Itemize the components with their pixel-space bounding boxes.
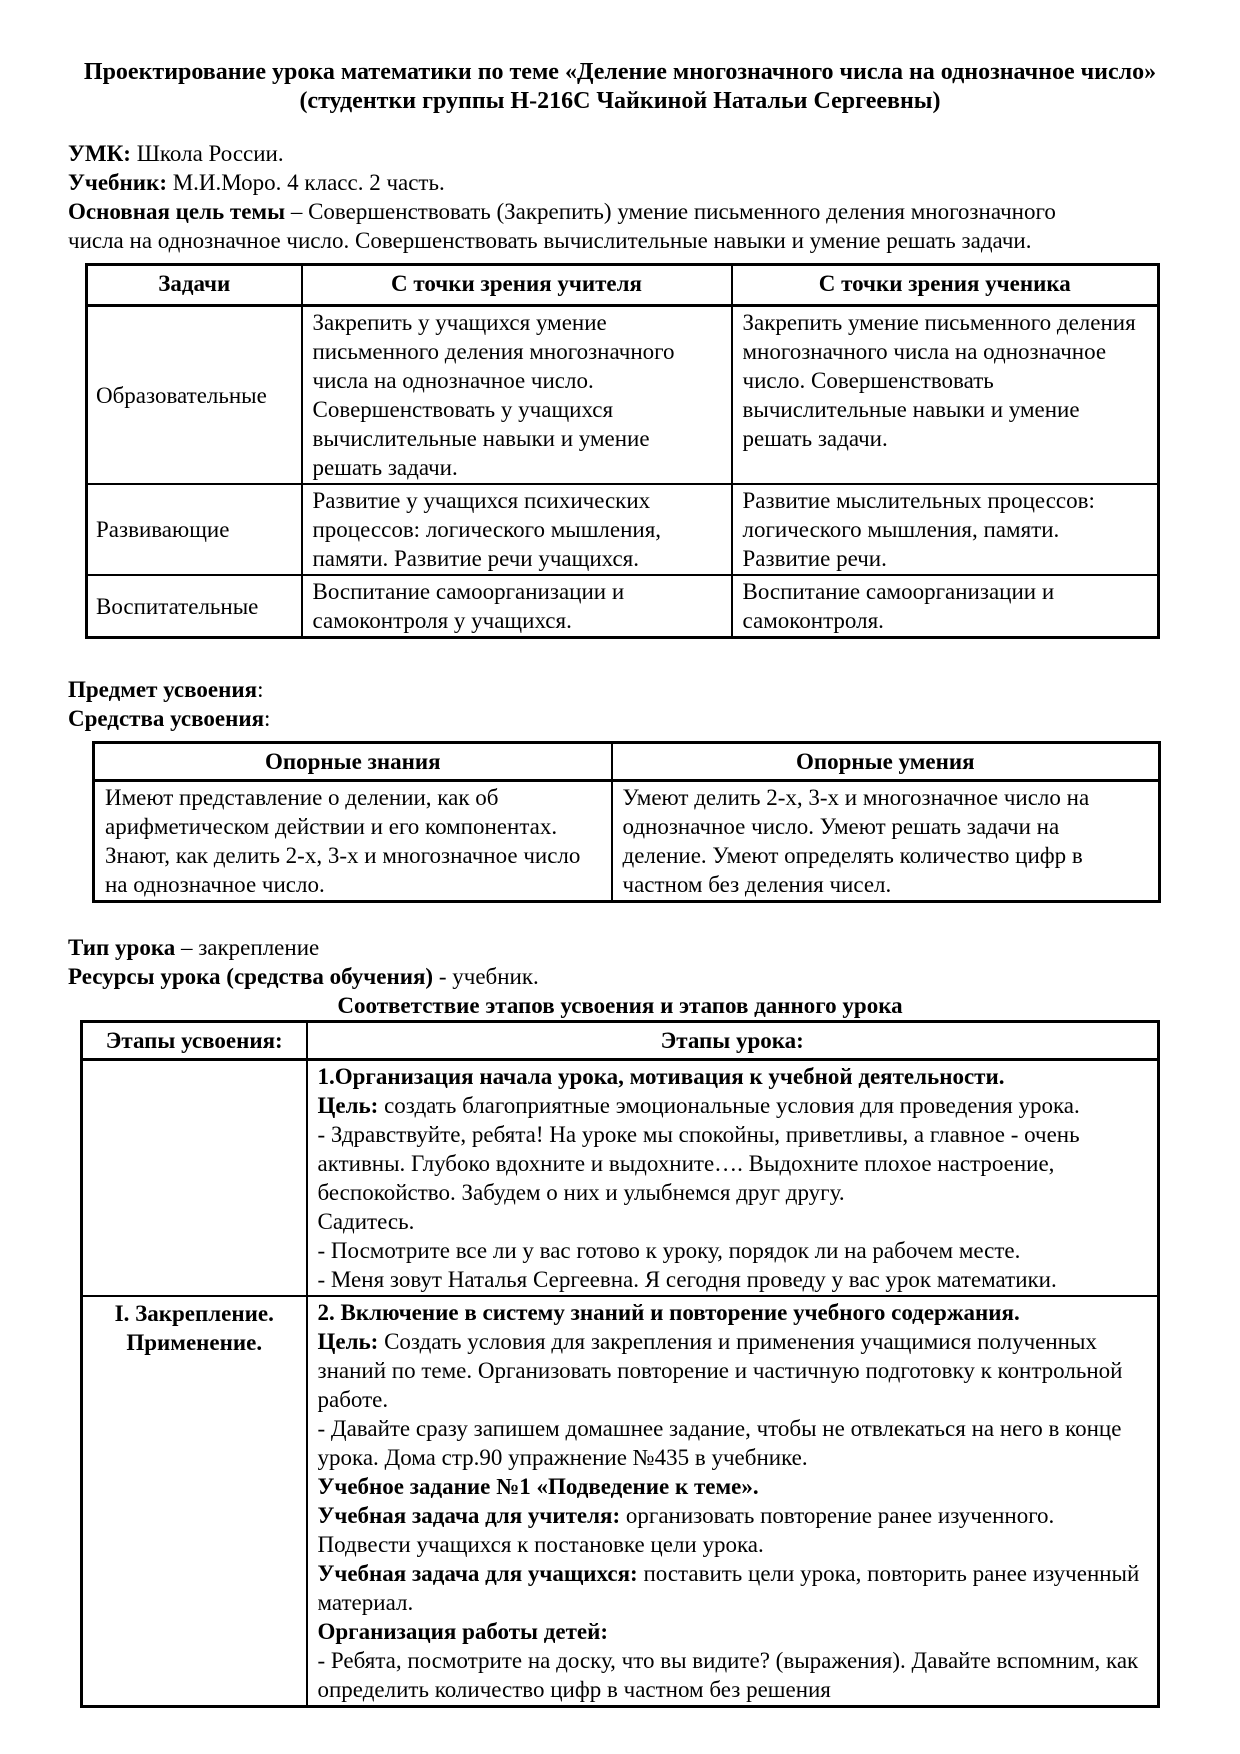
stages-header-lesson: Этапы урока: [307,1022,1159,1060]
table-row [87,575,1159,638]
paragraph: Организация работы детей: [317,1619,609,1644]
tasks-table-header-row [87,265,1159,306]
lesson-stage-1-content [307,1060,1159,1297]
task-student-text: Развитие мыслительных процессов: логического мышления, памяти. Развитие речи. [732,484,1159,575]
paragraph: Учебная задача для учащихся: поставить цели урока, повторить ранее изученный материал. [317,1561,1140,1615]
support-skills-text: Умеют делить 2-х, 3-х и многозначное число на однозначное число. Умеют решать задачи на деление. Умеют определять количество цифр в частном без деления чисел. [612,781,1160,902]
spacer [68,639,1172,675]
paragraph: - Меня зовут Наталья Сергеевна. Я сегодня проведу у вас урок математики. [317,1267,1057,1292]
stages-header-mastery: Этапы усвоения: [82,1022,307,1060]
table-row [82,1296,1159,1707]
tasks-table [85,263,1160,639]
tasks-header-student: С точки зрения ученика [732,265,1159,306]
support-header-skills: Опорные умения [612,743,1160,781]
lesson-stage-2-content [307,1296,1159,1707]
umk-line: УМК: Школа России. [68,141,284,166]
paragraph: Учебная задача для учителя: организовать повторение ранее изученного. Подвести учащихся к постановке цели урока. [317,1503,1055,1557]
task-student-text: Закрепить умение письменного деления многозначного числа на однозначное число. Совершенствовать вычислительные навыки и умение решать задачи. [732,306,1159,485]
paragraph: - Ребята, посмотрите на доску, что вы видите? (выражения). Давайте вспомним, как определить количество цифр в частном без решения [317,1648,1139,1702]
paragraph: - Посмотрите все ли у вас готово к уроку, порядок ли на рабочем месте. [317,1238,1021,1263]
lesson-resources-line: Ресурсы урока (средства обучения) - учебник. [68,964,539,989]
support-knowledge-text: Имеют представление о делении, как об арифметическом действии и его компонентах. Знают, как делить 2-х, 3-х и многозначное число на однозначное число. [94,781,612,902]
stages-table-header-row [82,1022,1159,1060]
paragraph: I. Закрепление. [114,1301,274,1326]
table-row [82,1060,1159,1297]
paragraph: 1.Организация начала урока, мотивация к учебной деятельности. [317,1064,1005,1089]
task-teacher-text: Развитие у учащихся психических процессов: логического мышления, памяти. Развитие речи учащихся. [302,484,732,575]
support-knowledge-table [92,741,1161,903]
support-table-header-row [94,743,1160,781]
support-header-knowledge: Опорные знания [94,743,612,781]
main-goal-line: Основная цель темы – Совершенствовать (Закрепить) умение письменного деления многозначного числа на однозначное число. Совершенствовать вычислительные навыки и умение решать задачи. [68,199,1056,253]
task-category: Образовательные [87,306,302,485]
paragraph: Применение. [126,1330,263,1355]
table-row [94,781,1160,902]
paragraph: 2. Включение в систему знаний и повторение учебного содержания. [317,1300,1020,1325]
subject-mastery-label: Предмет усвоения: [68,677,264,702]
means-mastery-label: Средства усвоения: [68,706,271,731]
paragraph: - Здравствуйте, ребята! На уроке мы спокойны, приветливы, а главное - очень активны. Глубоко вдохните и выдохните…. Выдохните плохое настроение, беспокойство. Забудем о них и улыбнемся друг другу. [317,1122,1080,1205]
paragraph: Учебное задание №1 «Подведение к теме». [317,1474,759,1499]
paragraph: Цель: создать благоприятные эмоциональные условия для проведения урока. [317,1093,1080,1118]
correspondence-heading: Соответствие этапов усвоения и этапов данного урока [337,993,903,1018]
title-subtitle: (студентки группы Н-216С Чайкиной Натальи Сергеевны) [299,88,941,114]
lesson-meta [68,139,1060,255]
title-main: Проектирование урока математики по теме «Деление многозначного числа на однозначное число» [83,59,1157,85]
stage-cell-empty [82,1060,307,1297]
stage-cell-consolidation [82,1296,307,1707]
task-category: Развивающие [87,484,302,575]
spacer [68,903,1172,933]
task-student-text: Воспитание самоорганизации и самоконтроля. [732,575,1159,638]
paragraph: Цель: Создать условия для закрепления и применения учащимися полученных знаний по теме. Организовать повторение и частичную подготовку к контрольной работе. [317,1329,1123,1412]
tasks-header-category: Задачи [87,265,302,306]
task-teacher-text: Закрепить у учащихся умение письменного деления многозначного числа на однозначное число. Совершенствовать у учащихся вычислительные навыки и умение решать задачи. [302,306,732,485]
table-row [87,484,1159,575]
task-category: Воспитательные [87,575,302,638]
lesson-type-line: Тип урока – закрепление [68,935,320,960]
spacer [68,733,1172,741]
paragraph: - Давайте сразу запишем домашнее задание, чтобы не отвлекаться на него в конце урока. Дома стр.90 упражнение №435 в учебнике. [317,1416,1122,1470]
tasks-header-teacher: С точки зрения учителя [302,265,732,306]
textbook-line: Учебник: М.И.Моро. 4 класс. 2 часть. [68,170,445,195]
paragraph: Садитесь. [317,1209,415,1234]
table-row [87,306,1159,485]
document-title [68,58,1172,116]
task-teacher-text: Воспитание самоорганизации и самоконтроля у учащихся. [302,575,732,638]
stages-table [80,1020,1160,1708]
